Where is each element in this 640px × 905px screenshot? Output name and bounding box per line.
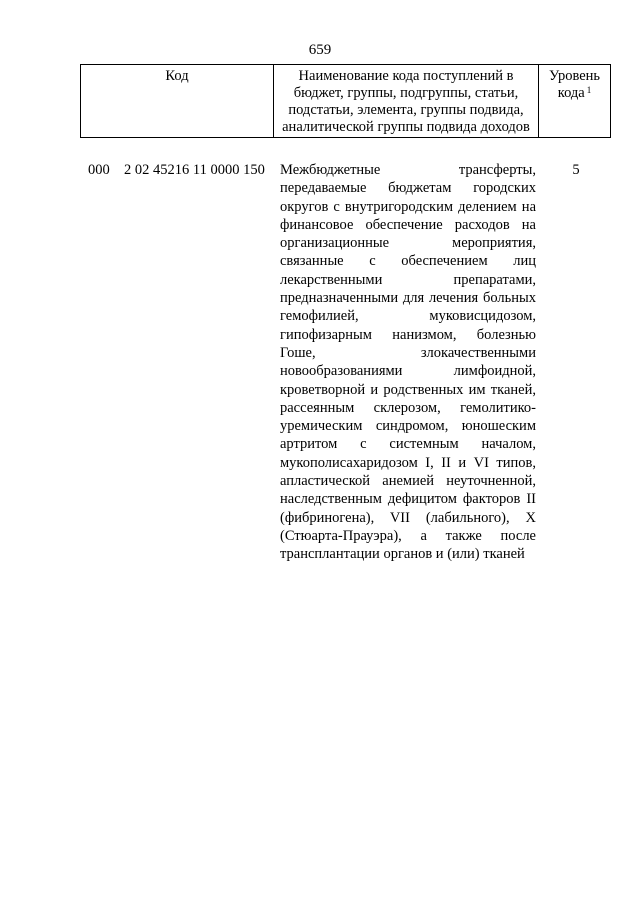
header-name-label: Наименование кода поступлений в бюджет, группы, подгруппы, статьи, подстатьи, элемента, группы подвида, аналитической группы подвида доходов — [282, 68, 530, 135]
page-number: 659 — [308, 42, 332, 58]
row-admin-code: 000 — [88, 162, 110, 178]
header-level-cell — [539, 65, 611, 137]
header-code-cell — [80, 65, 274, 137]
row-income-code: 2 02 45216 11 0000 150 — [124, 162, 265, 178]
header-name-cell — [274, 65, 539, 137]
row-description: Межбюджетные трансферты, передаваемые бюджетам городских округов с внутригородским делением на финансовое обеспечение расходов на организационные мероприятия, связанные с обеспечением лиц лекарственными препаратами, предназначенными для лечения больных гемофилией, муковисцидозом, гипофизарным нанизмом, болезнью Гоше, злокачественными новообразованиями лимфоидной, кроветворной и родственных им тканей, рассеянным склерозом, гемолитико-уремическим синдромом, юношеским артритом с системным началом, мукополисахаридозом I, II и VI типов, апластической анемией неуточненной, наследственным дефицитом факторов II (фибриногена), VII (лабильного), X (Стюарта-Прауэра), а также после трансплантации органов и (или) тканей — [280, 162, 536, 563]
header-code-label: Код — [165, 68, 189, 84]
header-level-footnote: 1 — [586, 85, 592, 95]
table-header — [80, 64, 611, 138]
header-level-label: Уровень кода — [548, 68, 601, 101]
row-level: 5 — [572, 162, 580, 178]
